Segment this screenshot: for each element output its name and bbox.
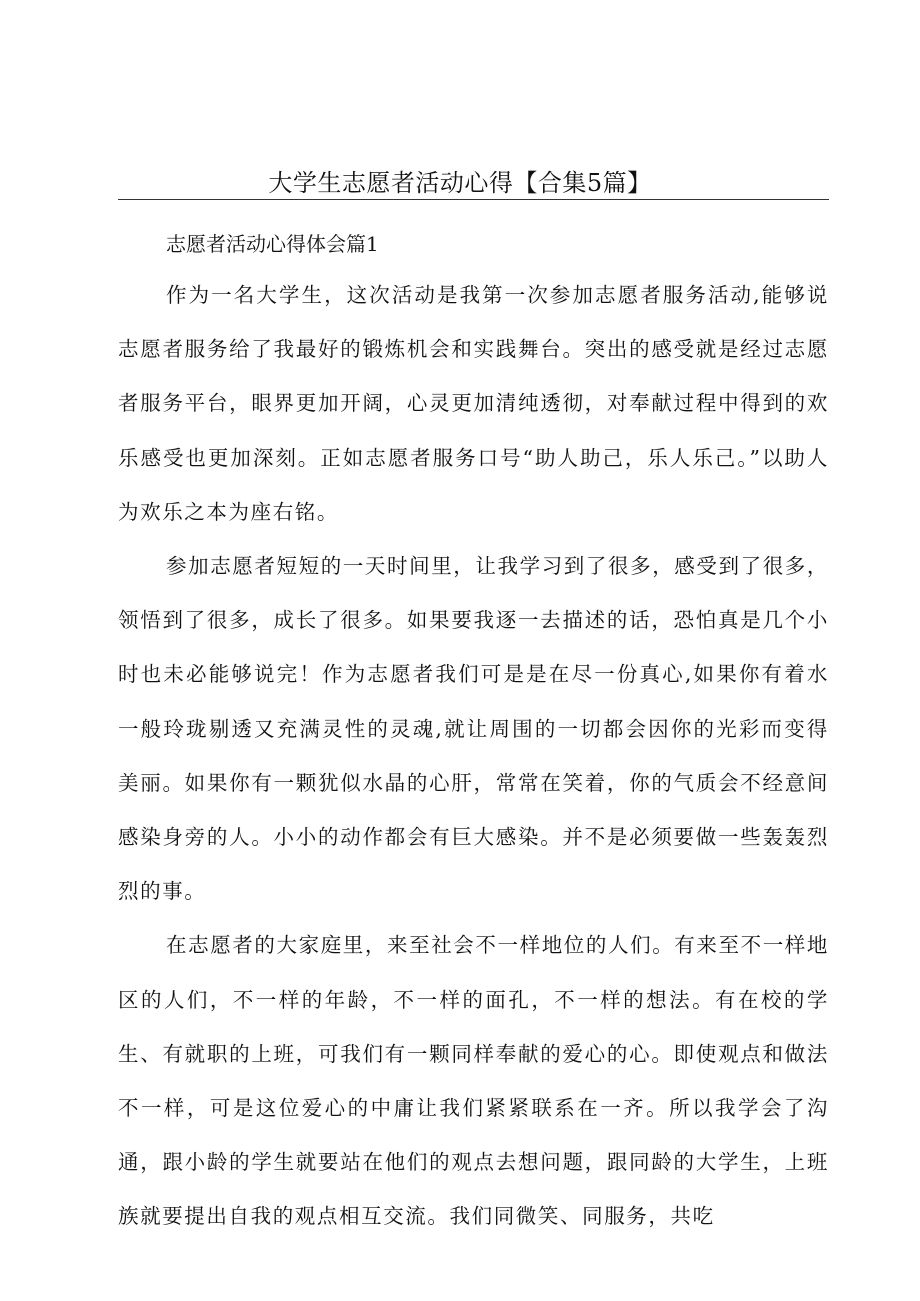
title-underline	[118, 199, 829, 200]
document-body	[118, 220, 829, 1244]
paragraph-3: 在志愿者的大家庭里，来至社会不一样地位的人们。有来至不一样地区的人们，不一样的年龄，不一样的面孔，不一样的想法。有在校的学生、有就职的上班，可我们有一颗同样奉献的爱心的心。即使观点和做法不一样，可是这位爱心的中庸让我们紧紧联系在一齐。所以我学会了沟通，跟小龄的学生就要站在他们的观点去想问题，跟同龄的大学生，上班族就要提出自我的观点相互交流。我们同微笑、同服务，共吃	[118, 933, 829, 1229]
section-heading: 志愿者活动心得体会篇1	[166, 232, 379, 256]
document-title: 大学生志愿者活动心得【合集5篇】	[268, 169, 652, 197]
paragraph-2: 参加志愿者短短的一天时间里，让我学习到了很多，感受到了很多，领悟到了很多，成长了很多。如果要我逐一去描述的话，恐怕真是几个小时也未必能够说完！作为志愿者我们可是是在尽一份真心,如果你有着水一般玲珑剔透又充满灵性的灵魂,就让周围的一切都会因你的光彩而变得美丽。如果你有一颗犹似水晶的心肝，常常在笑着，你的气质会不经意间感染身旁的人。小小的动作都会有巨大感染。并不是必须要做一些轰轰烈烈的事。	[118, 554, 829, 904]
paragraph-1: 作为一名大学生，这次活动是我第一次参加志愿者服务活动,能够说志愿者服务给了我最好的锻炼机会和实践舞台。突出的感受就是经过志愿者服务平台，眼界更加开阔，心灵更加清纯透彻，对奉献过程中得到的欢乐感受也更加深刻。正如志愿者服务口号“助人助己，乐人乐己。”以助人为欢乐之本为座右铭。	[118, 283, 829, 524]
